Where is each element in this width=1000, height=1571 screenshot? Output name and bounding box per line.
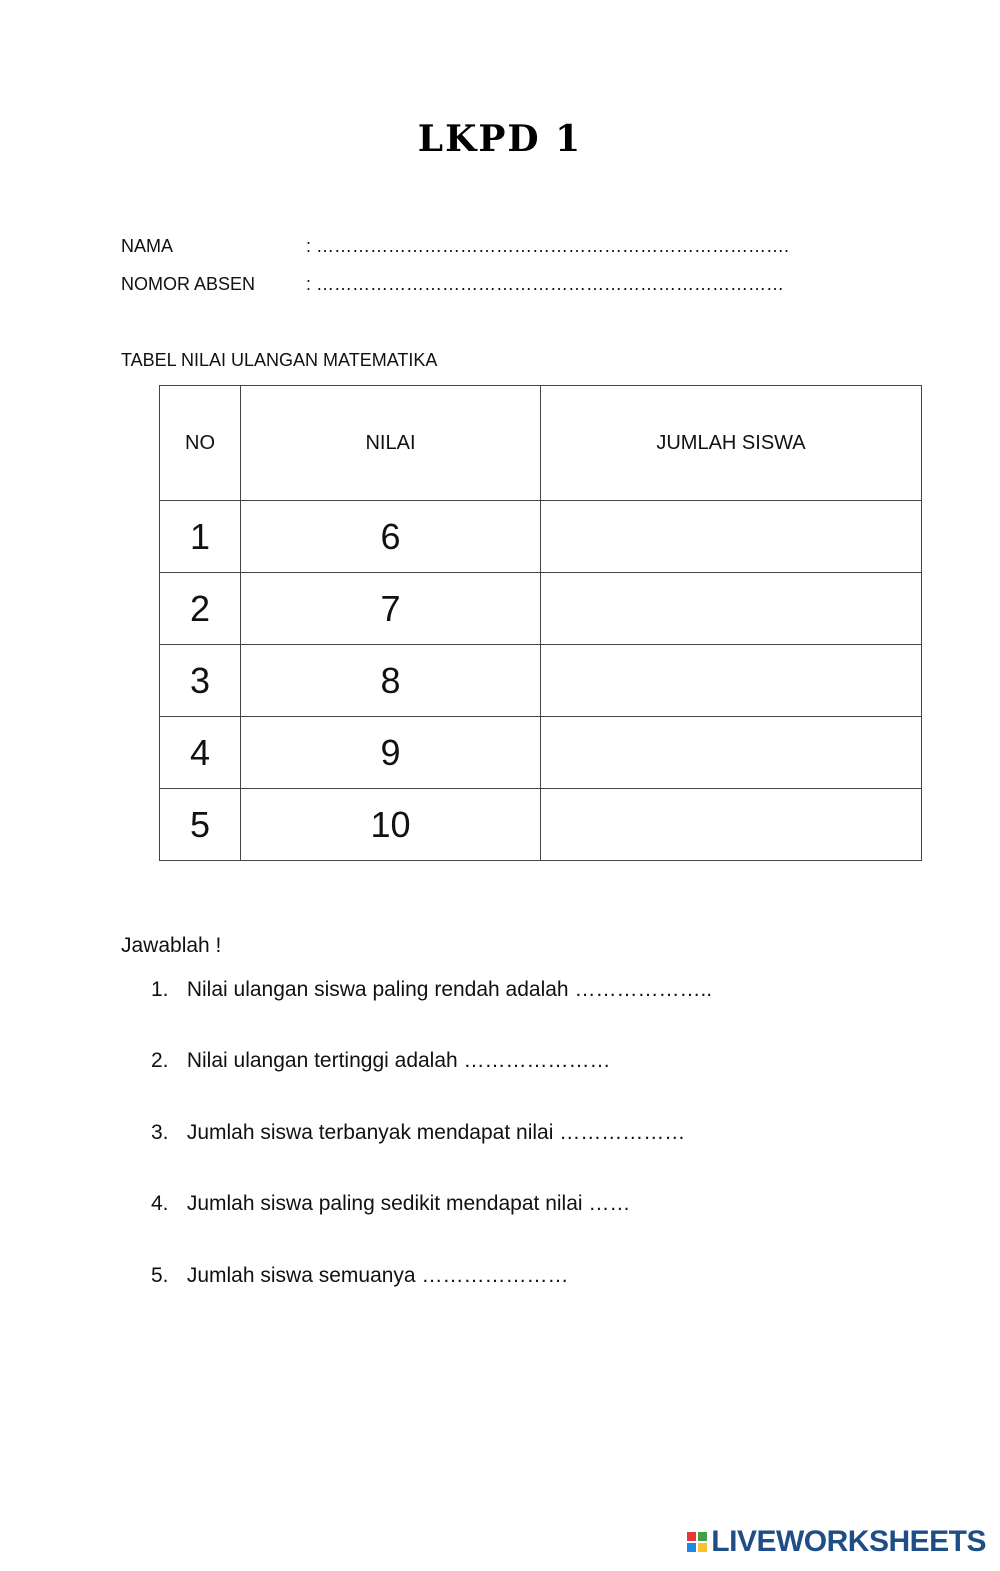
table-row <box>160 573 922 645</box>
cell-jumlah-input[interactable] <box>541 789 922 861</box>
liveworksheets-logo-icon <box>687 1532 707 1552</box>
question-item <box>151 1264 568 1288</box>
brand-name: LIVEWORKSHEETS <box>711 1525 986 1558</box>
cell-nilai: 10 <box>241 789 541 861</box>
table-row <box>160 645 922 717</box>
page-title: LKPD 1 <box>417 118 583 160</box>
question-text[interactable]: Jumlah siswa terbanyak mendapat nilai ……………… <box>186 1121 686 1144</box>
header-jumlah-siswa: JUMLAH SISWA <box>541 386 922 501</box>
cell-no: 2 <box>160 573 241 645</box>
question-text[interactable]: Jumlah siswa semuanya ………………… <box>186 1264 569 1287</box>
cell-nilai: 7 <box>241 573 541 645</box>
question-item <box>151 1049 611 1073</box>
question-number: 5. <box>151 1264 169 1287</box>
absen-label: NOMOR ABSEN <box>121 274 256 294</box>
cell-no: 4 <box>160 717 241 789</box>
question-text[interactable]: Nilai ulangan tertinggi adalah ………………… <box>186 1049 611 1072</box>
cell-jumlah-input[interactable] <box>541 645 922 717</box>
question-text[interactable]: Jumlah siswa paling sedikit mendapat nilai …… <box>186 1192 631 1215</box>
question-text[interactable]: Nilai ulangan siswa paling rendah adalah ……………….. <box>186 978 713 1001</box>
question-item <box>151 1192 630 1216</box>
cell-jumlah-input[interactable] <box>541 573 922 645</box>
name-label: NAMA <box>121 236 174 256</box>
question-number: 4. <box>151 1192 169 1215</box>
name-blank[interactable]: : ……………………………………………………………………. <box>306 236 790 256</box>
question-item <box>151 978 712 1002</box>
logo-tile-red <box>687 1532 696 1541</box>
cell-nilai: 8 <box>241 645 541 717</box>
cell-nilai: 6 <box>241 501 541 573</box>
question-item <box>151 1121 685 1145</box>
table-row <box>160 789 922 861</box>
liveworksheets-footer <box>687 1525 986 1559</box>
table-row <box>160 501 922 573</box>
score-table <box>159 385 922 861</box>
cell-jumlah-input[interactable] <box>541 717 922 789</box>
cell-no: 3 <box>160 645 241 717</box>
cell-no: 1 <box>160 501 241 573</box>
cell-nilai: 9 <box>241 717 541 789</box>
logo-tile-green <box>698 1532 707 1541</box>
cell-no: 5 <box>160 789 241 861</box>
question-number: 3. <box>151 1121 169 1144</box>
cell-jumlah-input[interactable] <box>541 501 922 573</box>
name-field <box>121 236 789 257</box>
absen-field <box>121 274 784 295</box>
logo-tile-yellow <box>698 1543 707 1552</box>
header-nilai: NILAI <box>241 386 541 501</box>
questions-heading: Jawablah ! <box>121 934 222 957</box>
table-caption: TABEL NILAI ULANGAN MATEMATIKA <box>121 350 438 370</box>
question-number: 2. <box>151 1049 169 1072</box>
table-row <box>160 717 922 789</box>
header-no: NO <box>160 386 241 501</box>
question-number: 1. <box>151 978 169 1001</box>
absen-blank[interactable]: : …………………………………………………………………… <box>306 274 785 294</box>
logo-tile-blue <box>687 1543 696 1552</box>
